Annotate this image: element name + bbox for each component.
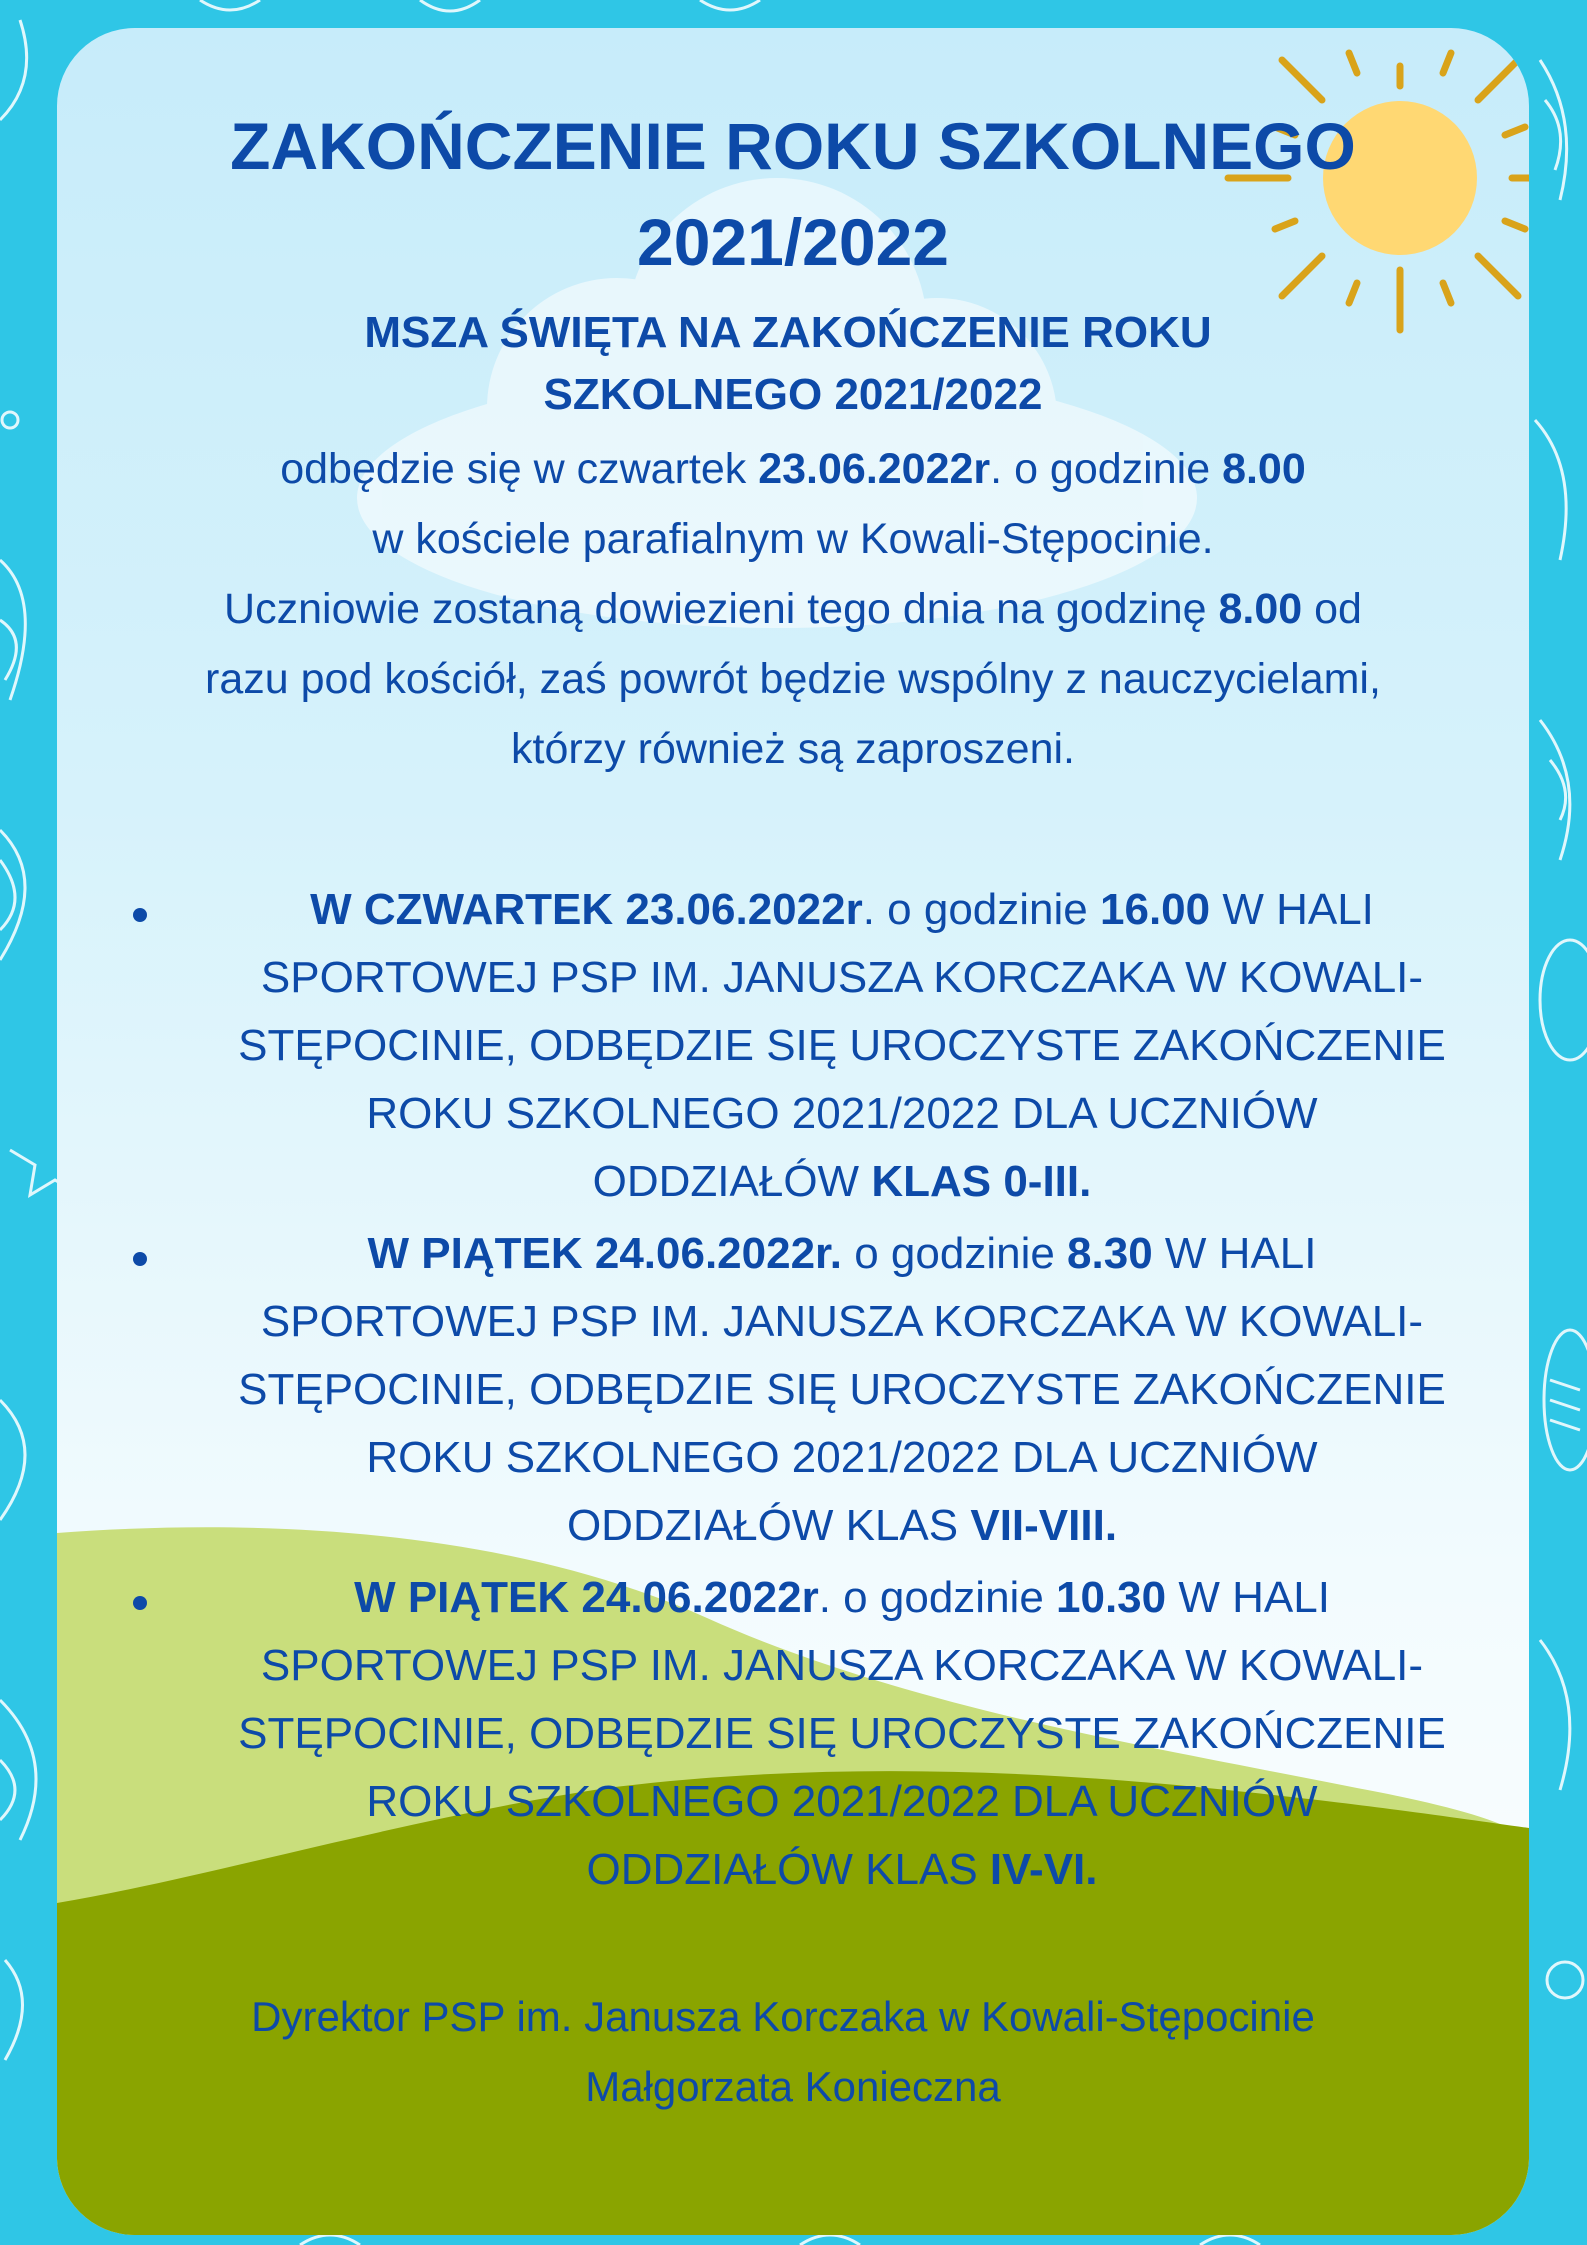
- event-day: W PIĄTEK 24.06.2022r.: [367, 1229, 842, 1278]
- event-line: SPORTOWEJ PSP IM. JANUSZA KORCZAKA W KOWALI-: [260, 953, 1424, 1002]
- mass-return-line: razu pod kościół, zaś powrót będzie wspólny z nauczycielami,: [205, 655, 1381, 703]
- mass-invite-line: którzy również są zaproszeni.: [511, 725, 1075, 773]
- leaf-doodle: [1540, 720, 1570, 860]
- circle-doodle: [1547, 1962, 1583, 1998]
- leaf-doodle: [0, 830, 25, 960]
- event-text: . o godzinie: [818, 1573, 1057, 1622]
- mass-date: 23.06.2022r: [758, 445, 991, 493]
- event-line: [167, 1148, 1517, 1216]
- mass-text: odbędzie się w czwartek: [280, 445, 759, 493]
- event-text: ODDZIAŁÓW KLAS: [566, 1501, 971, 1550]
- event-line: ROKU SZKOLNEGO 2021/2022 DLA UCZNIÓW: [366, 1089, 1318, 1138]
- event-classes: KLAS 0-III.: [871, 1157, 1092, 1206]
- wave-doodle: [300, 2235, 1260, 2245]
- leaf-doodle: [1540, 940, 1587, 1060]
- mass-heading-2: SZKOLNEGO 2021/2022: [543, 370, 1043, 419]
- mass-date-line: [57, 434, 1529, 504]
- event-text: W HALI: [1152, 1229, 1317, 1278]
- event-time: 10.30: [1056, 1573, 1167, 1622]
- event-line: STĘPOCINIE, ODBĘDZIE SIĘ UROCZYSTE ZAKOŃCZENIE: [238, 1365, 1446, 1414]
- mass-location-line: w kościele parafialnym w Kowali-Stępocinie.: [372, 515, 1214, 563]
- leaf-doodle: [0, 20, 27, 120]
- event-line: ROKU SZKOLNEGO 2021/2022 DLA UCZNIÓW: [366, 1777, 1318, 1826]
- event-time: 16.00: [1100, 885, 1211, 934]
- event-text: W HALI: [1166, 1573, 1330, 1622]
- signature-title: Dyrektor PSP im. Janusza Korczaka w Kowali-Stępocinie: [251, 1993, 1315, 2040]
- event-text: . o godzinie: [862, 885, 1100, 934]
- event-text: ODDZIAŁÓW: [592, 1157, 872, 1206]
- wave-doodle: [200, 0, 760, 11]
- event-classes: IV-VI.: [989, 1845, 1098, 1894]
- leaf-doodle: [0, 1700, 36, 1840]
- event-line: ROKU SZKOLNEGO 2021/2022 DLA UCZNIÓW: [366, 1433, 1318, 1482]
- event-line: SPORTOWEJ PSP IM. JANUSZA KORCZAKA W KOWALI-: [260, 1297, 1424, 1346]
- bullet-icon: [133, 908, 147, 922]
- event-line: STĘPOCINIE, ODBĘDZIE SIĘ UROCZYSTE ZAKOŃCZENIE: [238, 1021, 1446, 1070]
- event-classes: VII-VIII.: [970, 1501, 1118, 1550]
- event-line: SPORTOWEJ PSP IM. JANUSZA KORCZAKA W KOWALI-: [260, 1641, 1424, 1690]
- event-text: W HALI: [1210, 885, 1374, 934]
- mass-transport-line: [57, 574, 1529, 644]
- event-line: [167, 1564, 1517, 1632]
- mass-text: . o godzinie: [990, 445, 1223, 493]
- leaf-doodle: [0, 1400, 25, 1520]
- event-day: W CZWARTEK 23.06.2022r: [310, 885, 863, 934]
- mass-text: Uczniowie zostaną dowiezieni tego dnia na godzinę: [224, 585, 1219, 633]
- event-line: [167, 1220, 1517, 1288]
- mass-heading: MSZA ŚWIĘTA NA ZAKOŃCZENIE ROKU: [364, 308, 1212, 357]
- lines-doodle: [1550, 1380, 1580, 1430]
- event-item: [167, 876, 1517, 1216]
- event-line: [167, 1492, 1517, 1560]
- leaf-doodle: [1535, 420, 1566, 560]
- signature-name: Małgorzata Konieczna: [585, 2063, 1001, 2110]
- bullet-icon: [133, 1252, 147, 1266]
- leaf-doodle: [5, 1960, 23, 2060]
- event-time: 8.30: [1067, 1229, 1153, 1278]
- page-title: ZAKOŃCZENIE ROKU SZKOLNEGO: [230, 109, 1356, 183]
- event-line: [167, 1836, 1517, 1904]
- event-day: W PIĄTEK 24.06.2022r: [354, 1573, 819, 1622]
- event-text: ODDZIAŁÓW KLAS: [586, 1845, 990, 1894]
- event-item: [167, 1564, 1517, 1904]
- bullet-icon: [133, 1596, 147, 1610]
- mass-time: 8.00: [1222, 445, 1306, 493]
- event-line: [167, 876, 1517, 944]
- poster-card: [57, 28, 1529, 2235]
- mass-text: od: [1302, 585, 1362, 633]
- event-item: [167, 1220, 1517, 1560]
- event-text: o godzinie: [841, 1229, 1068, 1278]
- mass-transport-time: 8.00: [1218, 585, 1303, 633]
- page-title-year: 2021/2022: [637, 205, 949, 279]
- leaf-doodle: [1540, 60, 1567, 200]
- circle-doodle: [2, 412, 18, 428]
- leaf-doodle: [1540, 1640, 1570, 1790]
- event-line: STĘPOCINIE, ODBĘDZIE SIĘ UROCZYSTE ZAKOŃCZENIE: [238, 1709, 1446, 1758]
- leaf-doodle: [0, 560, 25, 700]
